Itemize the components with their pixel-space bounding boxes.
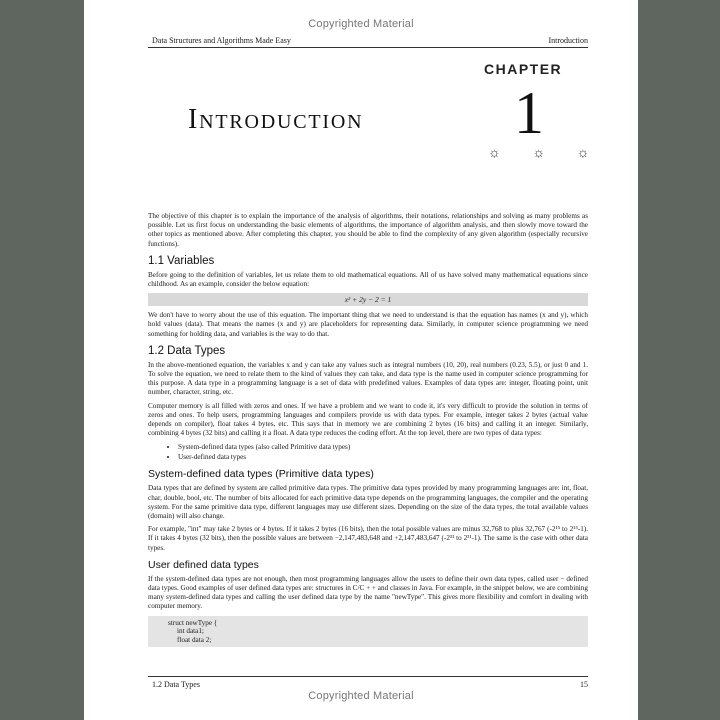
code-line: float data 2; [168,635,212,644]
user-defined-paragraph: If the system-defined data types are not enough, then most programming languages allow the users to define their own data types, called user − defined data types. Good examples of user defined data types are: structures in C/C + + and classes in Java. For example, in the snippet below, we are combining many system-defined data types and calling the user defined data type by the name "newType". This gives more flexibility and comfort in dealing with computer memory. [148,574,588,611]
data-types-paragraph-2: Computer memory is all filled with zeros and ones. If we have a problem and we want to code it, it's very difficult to provide the solution in terms of zeros and ones. To help users, programming languages and compilers provide us with data types. For example, integer takes 2 bytes (actual value depends on compiler), float takes 4 bytes, etc. This says that in memory we are combining 2 bytes (16 bits) and calling it an integer. Similarly, combining 4 bytes (32 bits) and calling it a float. A data type reduces the coding effort. At the top level, there are two types of data types: [148,401,588,438]
data-types-list [148,442,588,462]
running-footer [148,676,588,689]
code-snippet [148,616,588,647]
header-section: Introduction [548,36,588,45]
footer-section: 1.2 Data Types [152,680,200,689]
chapter-title: Introduction [188,104,364,135]
book-page [84,0,638,720]
system-defined-paragraph-1: Data types that are defined by system are called primitive data types. The primitive data types provided by many programming languages are: int, float, char, double, bool, etc. The number of bits allocated for each primitive data type depends on the programming languages, the compiler and the operating system. For the same primitive data type, different languages may use different sizes. Depending on the size of the data types, the total available values (domain) will also change. [148,484,588,521]
section-heading-data-types: 1.2 Data Types [148,344,226,357]
running-header [148,36,588,48]
page-body [148,212,588,647]
subheading-system-defined: System-defined data types (Primitive data types) [148,468,374,481]
section-heading-variables: 1.1 Variables [148,254,215,267]
intro-paragraph: The objective of this chapter is to explain the importance of the analysis of algorithms, their notations, relationships and solving as many problems as possible. Let us first focus on understanding the basic elements of algorithms, the importance of algorithm analysis, and then slowly move toward the other topics as mentioned above. After completing this chapter, you should be able to find the complexity of any given algorithm (especially recursive functions). [148,212,588,248]
variables-paragraph-2: We don't have to worry about the use of this equation. The important thing that we need to understand is that the equation has names (x and y), which hold values (data). That means the names (x and y) are placeholders for representing data. Similarly, in computer science programming we need something for holding data, and variables is the way to do that. [148,311,588,338]
list-item: • User-defined data types [178,452,588,462]
code-line: struct newType { [168,618,218,627]
sun-ornament-icons: ☼ ☼ ☼ [488,146,604,161]
header-book-title: Data Structures and Algorithms Made Easy [152,36,291,45]
code-line: int data1; [168,627,204,636]
chapter-label: CHAPTER [484,61,563,77]
data-types-paragraph-1: In the above-mentioned equation, the variables x and y can take any values such as integral numbers (10, 20), real numbers (0.23, 5.5), or just 0 and 1. To solve the equation, we need to relate them to the kind of values they can take, and data type is the name used in computer science programming for this purpose. A data type in a programming language is a set of data with predefined values. Examples of data types are: integer, floating point, unit number, character, string, etc. [148,360,588,397]
list-item: • System-defined data types (also called Primitive data types) [178,442,588,452]
subheading-user-defined: User defined data types [148,558,259,571]
copyright-top: Copyrighted Material [308,18,414,30]
variables-paragraph-1: Before going to the definition of variables, let us relate them to old mathematical equations. All of us have solved many mathematical equations since childhood. As an example, consider the below equation: [148,270,588,289]
copyright-bottom: Copyrighted Material [308,690,414,702]
system-defined-paragraph-2: For example, "int" may take 2 bytes or 4 bytes. If it takes 2 bytes (16 bits), then the total possible values are minus 32,768 to plus 32,767 (-2¹⁵ to 2¹⁵-1). If it takes 4 bytes (32 bits), then the possible values are between −2,147,483,648 and +2,147,483,647 (-2³¹ to 2³¹-1). The same is the case with other data types. [148,525,588,552]
equation: x² + 2y − 2 = 1 [148,293,588,306]
page-number: 15 [580,680,588,689]
chapter-number: 1 [514,80,544,146]
